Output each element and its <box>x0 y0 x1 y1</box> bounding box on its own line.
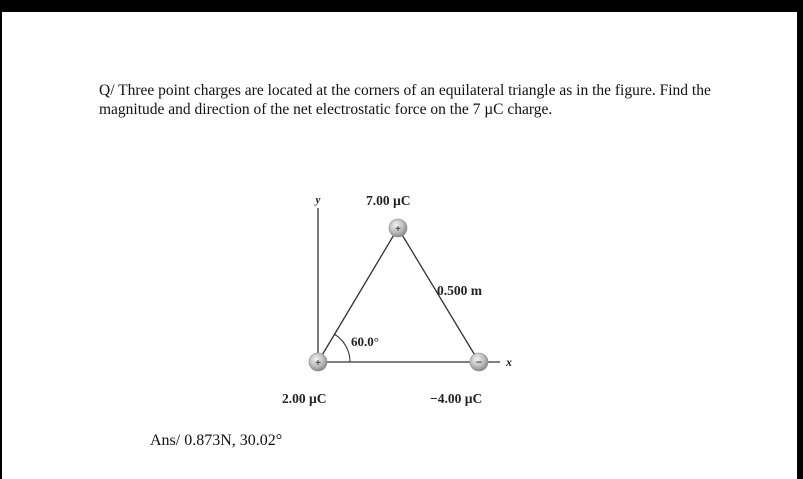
angle-label: 60.0° <box>351 334 379 349</box>
side-length-label: 0.500 m <box>437 283 482 298</box>
answer-text: Ans/ 0.873N, 30.02° <box>150 432 283 449</box>
y-axis-label: y <box>315 194 321 206</box>
bottom-left-charge-label: 2.00 µC <box>282 391 327 406</box>
bottom-left-charge-sign: + <box>314 357 322 369</box>
top-charge <box>389 219 407 237</box>
question-text: Q/ Three point charges are located at the corners of an equilateral triangle as in the figure. Find the magnitude and direction of the net electrostatic force on the 7 µC charge. <box>99 82 711 118</box>
top-charge-label: 7.00 µC <box>366 193 411 208</box>
bottom-right-charge <box>470 353 488 371</box>
bottom-left-charge <box>309 353 327 371</box>
angle-arc <box>334 334 350 362</box>
top-charge-sign: + <box>394 223 402 235</box>
bottom-right-charge-label: −4.00 µC <box>430 391 483 406</box>
x-axis-label: x <box>506 355 512 369</box>
bottom-right-charge-sign: − <box>475 355 483 369</box>
